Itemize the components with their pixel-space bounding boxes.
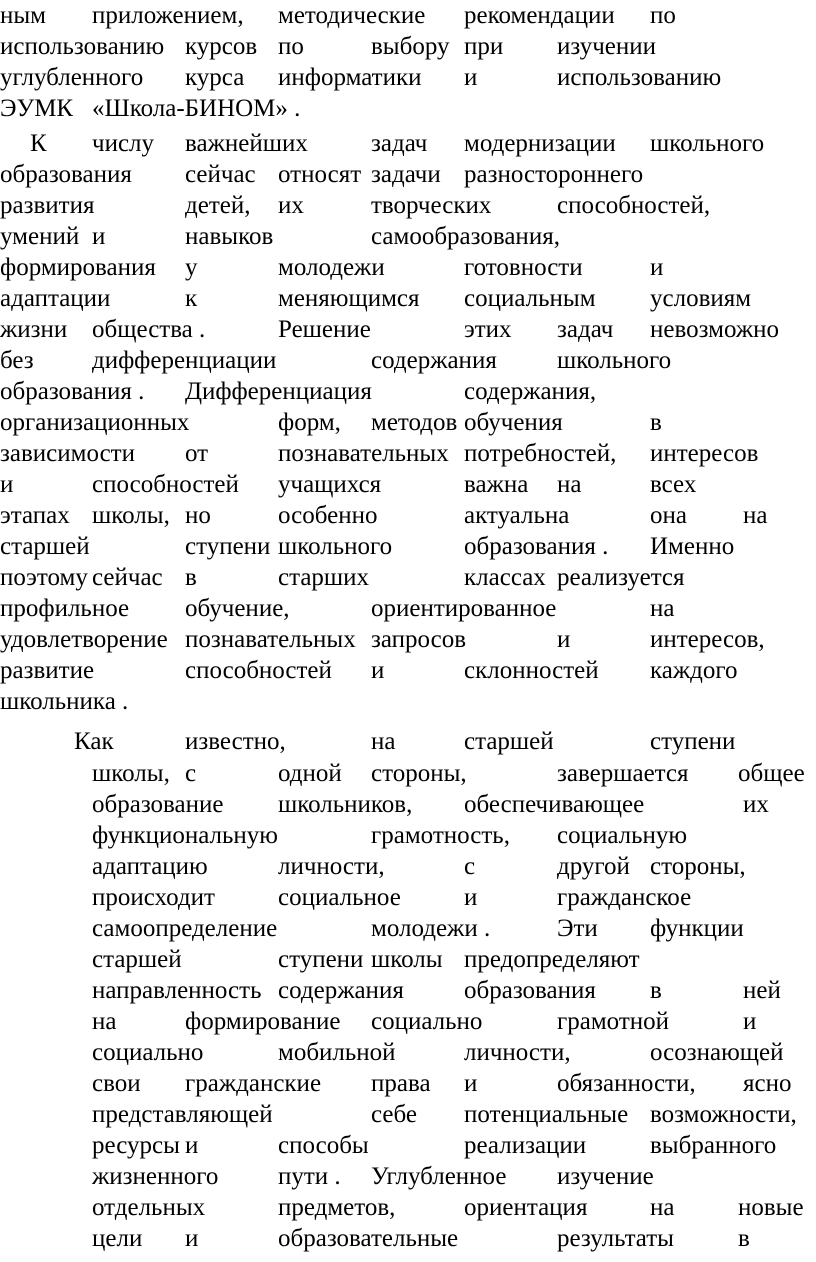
word: общее	[738, 760, 805, 787]
word: одной	[278, 760, 342, 787]
word: стороны,	[371, 760, 467, 787]
word: направленность	[92, 977, 262, 1004]
word: и	[185, 1132, 199, 1159]
word: познавательных	[185, 626, 356, 653]
word: способностей	[185, 657, 332, 684]
word: курсов	[185, 33, 258, 60]
word: способностей,	[557, 192, 711, 219]
word: числу	[92, 130, 155, 157]
word: и	[92, 223, 106, 250]
word: методические	[278, 2, 426, 29]
word: методов	[371, 409, 458, 436]
word: этих	[464, 316, 512, 343]
word: и	[185, 1225, 199, 1252]
word: приложением,	[92, 2, 244, 29]
word: результаты	[557, 1225, 674, 1252]
word: ЭУМК	[0, 95, 74, 122]
word: зависимости	[0, 440, 135, 467]
word: жизни	[0, 316, 68, 343]
word: известно,	[185, 728, 286, 755]
word: и	[464, 1070, 478, 1097]
word: развитие	[0, 657, 95, 684]
word: обеспечивающее	[464, 791, 645, 818]
word: завершается	[557, 760, 689, 787]
word: старшей	[0, 533, 90, 560]
word: школы,	[92, 760, 170, 787]
word: образования	[464, 977, 596, 1004]
word: и	[371, 657, 385, 684]
word: Именно	[650, 533, 735, 560]
word: старших	[278, 564, 370, 591]
word: социально	[92, 1039, 204, 1066]
word: социальную	[557, 822, 688, 849]
word: с	[464, 853, 476, 880]
word: отдельных	[92, 1194, 206, 1221]
word: реализации	[464, 1132, 587, 1159]
word: осознающей	[650, 1039, 784, 1066]
word: с	[185, 760, 197, 787]
word: на	[371, 728, 396, 755]
word: запросов	[371, 626, 467, 653]
word: Углубленное	[371, 1163, 507, 1190]
word: информатики	[278, 64, 422, 91]
word: реализуется	[557, 564, 685, 591]
word: содержания,	[464, 378, 597, 405]
word: задач	[371, 130, 428, 157]
word: курса	[185, 64, 245, 91]
word: ориентированное	[371, 595, 557, 622]
word: молодежи	[278, 254, 385, 281]
word: общества .	[92, 316, 206, 343]
word: содержания	[371, 347, 497, 374]
word: способностей	[92, 471, 239, 498]
word: условиям	[650, 285, 752, 312]
word: рекомендации	[464, 2, 615, 29]
word: изучении	[557, 33, 657, 60]
word: познавательных	[278, 440, 449, 467]
word: социальное	[278, 884, 401, 911]
word: важнейших	[185, 130, 308, 157]
word: молодежи .	[371, 915, 491, 942]
word: потенциальные	[464, 1101, 629, 1128]
word: другой	[557, 853, 630, 880]
word: самообразования,	[371, 223, 560, 250]
word: ясно	[743, 1070, 792, 1097]
word: выбранного	[650, 1132, 777, 1159]
word: каждого	[650, 657, 738, 684]
word: грамотность,	[371, 822, 510, 849]
word: на	[650, 1194, 675, 1221]
word: форм,	[278, 409, 341, 436]
word: способы	[278, 1132, 369, 1159]
word: школьника .	[0, 688, 129, 715]
word: навыков	[185, 223, 274, 250]
word: сейчас	[92, 564, 163, 591]
word: удовлетворение	[0, 626, 168, 653]
word: содержания	[278, 977, 404, 1004]
word: по	[278, 33, 304, 60]
word: творческих	[371, 192, 492, 219]
word: на	[650, 595, 675, 622]
word: образования .	[0, 378, 145, 405]
word: без	[0, 347, 34, 374]
word: Эти	[557, 915, 598, 942]
word: происходит	[92, 884, 215, 911]
word: образования	[0, 161, 132, 188]
word: сейчас	[185, 161, 256, 188]
word: социальным	[464, 285, 596, 312]
word: личности,	[278, 853, 385, 880]
word: стороны,	[650, 853, 746, 880]
word: модернизации	[464, 130, 616, 157]
word: и	[464, 64, 478, 91]
word: использованию	[0, 33, 165, 60]
word: школы,	[92, 502, 170, 529]
word: задач	[557, 316, 614, 343]
word: задачи	[371, 161, 441, 188]
word: особенно	[278, 502, 378, 529]
word: профильное	[0, 595, 130, 622]
word: формирование	[185, 1008, 341, 1035]
word: изучение	[557, 1163, 654, 1190]
word: Как	[74, 728, 114, 755]
word: пути .	[278, 1163, 341, 1190]
word: представляющей	[92, 1101, 273, 1128]
word: всех	[650, 471, 697, 498]
word: невозможно	[650, 316, 779, 343]
word: обучения	[464, 409, 563, 436]
word: в	[650, 977, 662, 1004]
word: школьников,	[278, 791, 413, 818]
word: ступени	[278, 946, 364, 973]
word: личности,	[464, 1039, 571, 1066]
word: важна	[464, 471, 529, 498]
word: учащихся	[278, 471, 382, 498]
word: она	[650, 502, 687, 529]
word: «Школа-БИНОМ» .	[92, 95, 301, 122]
word: в	[650, 409, 662, 436]
word: возможности,	[650, 1101, 797, 1128]
word: в	[738, 1225, 750, 1252]
word: адаптацию	[92, 853, 208, 880]
word: меняющимся	[278, 285, 420, 312]
word: но	[185, 502, 211, 529]
word: новые	[738, 1194, 804, 1221]
word: гражданские	[185, 1070, 322, 1097]
word: права	[371, 1070, 431, 1097]
word: функциональную	[92, 822, 278, 849]
word: ориентация	[464, 1194, 588, 1221]
word: жизненного	[92, 1163, 219, 1190]
word: Решение	[278, 316, 371, 343]
word: К	[30, 130, 47, 157]
word: школьного	[278, 533, 393, 560]
word: предопределяют	[464, 946, 640, 973]
word: обязанности,	[557, 1070, 696, 1097]
word: функции	[650, 915, 744, 942]
word: грамотной	[557, 1008, 670, 1035]
word: самоопределение	[92, 915, 278, 942]
word: выбору	[371, 33, 450, 60]
word: при	[464, 33, 504, 60]
word: предметов,	[278, 1194, 396, 1221]
word: относят	[278, 161, 362, 188]
word: обучение,	[185, 595, 290, 622]
word: образования .	[464, 533, 609, 560]
word: адаптации	[0, 285, 111, 312]
word: ресурсы	[92, 1132, 180, 1159]
word: умений	[0, 223, 80, 250]
word: на	[92, 1008, 117, 1035]
word: на	[743, 502, 768, 529]
word: формирования	[0, 254, 156, 281]
word: у	[185, 254, 198, 281]
word: школы	[371, 946, 443, 973]
word: старшей	[92, 946, 182, 973]
word: развития	[0, 192, 95, 219]
word: ным	[0, 2, 46, 29]
word: образование	[92, 791, 224, 818]
word: по	[650, 2, 676, 29]
word: классах	[464, 564, 546, 591]
word: старшей	[464, 728, 554, 755]
word: интересов,	[650, 626, 765, 653]
word: этапах	[0, 502, 70, 529]
word: образовательные	[278, 1225, 459, 1252]
word: гражданское	[557, 884, 692, 911]
word: готовности	[464, 254, 583, 281]
word: социально	[371, 1008, 483, 1035]
word: свои	[92, 1070, 141, 1097]
word: организационных	[0, 409, 190, 436]
word: мобильной	[278, 1039, 396, 1066]
word: цели	[92, 1225, 143, 1252]
word: и	[650, 254, 664, 281]
word: школьного	[650, 130, 765, 157]
word: детей,	[185, 192, 251, 219]
word: поэтому	[0, 564, 88, 591]
word: к	[185, 285, 198, 312]
word: в	[185, 564, 197, 591]
word: и	[0, 471, 14, 498]
word: использованию	[557, 64, 722, 91]
word: Дифференциация	[185, 378, 372, 405]
word: ступени	[185, 533, 271, 560]
word: разностороннего	[464, 161, 644, 188]
word: от	[185, 440, 209, 467]
word: углубленного	[0, 64, 144, 91]
word: школьного	[557, 347, 672, 374]
word: интересов	[650, 440, 759, 467]
word: актуальна	[464, 502, 570, 529]
word: ступени	[650, 728, 736, 755]
word: и	[557, 626, 571, 653]
word: их	[743, 791, 769, 818]
word: дифференциации	[92, 347, 277, 374]
word: и	[464, 884, 478, 911]
word: их	[278, 192, 304, 219]
word: потребностей,	[464, 440, 617, 467]
word: на	[557, 471, 582, 498]
word: себе	[371, 1101, 417, 1128]
word: ней	[743, 977, 781, 1004]
word: и	[743, 1008, 757, 1035]
word: склонностей	[464, 657, 599, 684]
